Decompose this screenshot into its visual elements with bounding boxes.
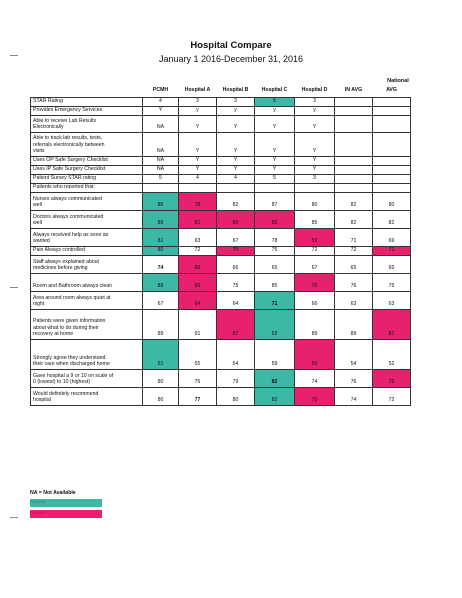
table-cell: 71 [255,291,295,309]
table-cell: 74 [143,255,179,273]
table-cell: 67 [295,255,335,273]
table-cell: 82 [373,210,411,228]
row-label-line: Patients who reported that: [33,184,95,190]
table-cell: 78 [179,192,217,210]
table-row [31,97,411,106]
table-cell: 76 [335,369,373,387]
row-label-line: Room and Bathroom always clean [33,283,113,289]
row-label-line: referrals electronically between [33,141,105,148]
table-cell: 4 [217,174,255,183]
table-cell: 76 [179,369,217,387]
row-label-line: hospital [33,397,51,403]
table-cell [373,132,411,156]
table-cell: 80 [143,369,179,387]
row-label-line: Doctors always communicated [33,213,104,220]
margin-mark [10,287,18,288]
table-cell: Y [217,156,255,165]
row-label [31,291,143,309]
row-label [31,106,143,115]
table-row [31,309,411,339]
row-label-line: visits [33,148,45,154]
row-label-line: Uses IP Safe Surgery Checklist [33,166,106,172]
table-cell: 72 [335,246,373,255]
table-cell: 54 [217,339,255,369]
header-hospital-d: Hospital D [301,87,328,93]
margin-mark [10,517,18,518]
row-label-line: Uses OP Safe Surgery Checklist [33,157,108,163]
table-cell [217,183,255,192]
table-cell: 78 [255,228,295,246]
table-cell: 3 [179,97,217,106]
table-cell: 72 [295,246,335,255]
row-label-line: Gave hospital a 9 or 10 on scale of [33,372,114,379]
table-cell [295,183,335,192]
row-label [31,387,143,405]
row-label-line: their care when discharged home [33,361,110,367]
table-cell: Y [255,115,295,132]
table-cell: 81 [179,210,217,228]
table-cell: 73 [373,369,411,387]
table-row [31,174,411,183]
table-cell: Y [255,156,295,165]
table-cell: 5 [143,174,179,183]
table-cell: Y [295,115,335,132]
row-label [31,309,143,339]
table-cell: Y [217,165,255,174]
table-row [31,273,411,291]
table-cell: Y [217,115,255,132]
table-cell: Y [295,156,335,165]
header-hospital-c: Hospital C [261,87,288,93]
table-cell: 87 [373,309,411,339]
table-cell: y [295,106,335,115]
table-cell [255,183,295,192]
table-cell: 74 [295,369,335,387]
table-cell: 69 [373,228,411,246]
row-label [31,183,143,192]
table-cell: 85 [143,192,179,210]
table-cell [373,165,411,174]
header-in-avg: IN AVG [344,87,363,93]
table-cell: 4 [143,97,179,106]
table-cell: 59 [255,339,295,369]
table-cell: 74 [335,387,373,405]
table-cell [373,183,411,192]
row-label-line: Nurses always communicated [33,195,102,202]
row-label [31,132,143,156]
row-label [31,156,143,165]
table-cell: 80 [143,246,179,255]
table-cell [335,106,373,115]
table-cell [373,156,411,165]
table-cell: 87 [255,192,295,210]
table-cell [373,106,411,115]
header-blank [31,84,143,97]
row-label-line: recovery at home [33,331,74,337]
table-cell: 75 [217,273,255,291]
table-cell: 5 [255,97,295,106]
table-cell: 76 [335,273,373,291]
row-label [31,210,143,228]
table-cell: 80 [295,192,335,210]
table-cell: 77 [179,387,217,405]
table-cell: 85 [295,210,335,228]
table-cell: 70 [295,273,335,291]
table-cell: 4 [179,174,217,183]
table-row [31,192,411,210]
table-cell [335,165,373,174]
header-pcmh: PCMH [152,87,169,93]
table-body [31,97,411,405]
table-row [31,183,411,192]
row-label-line: Area around room always quiet at [33,294,111,301]
table-cell: 75 [295,387,335,405]
table-row [31,387,411,405]
table-cell: 92 [255,309,295,339]
table-cell: Y [255,132,295,156]
table-cell: 82 [255,210,295,228]
table-cell: Y [179,165,217,174]
row-label [31,369,143,387]
row-label [31,273,143,291]
table-cell: Y [179,156,217,165]
date-range: January 1 2016-December 31, 2016 [158,54,304,64]
header-row [31,84,411,97]
row-label [31,192,143,210]
row-label-line: Patient Survey STAR rating [33,175,97,181]
row-label-line: Always received help as soon as [33,231,109,238]
table-row [31,156,411,165]
table-cell: 75 [373,273,411,291]
table-cell: Y [295,165,335,174]
row-label-line: Able to track lab results, tests, [33,135,103,141]
table-row [31,165,411,174]
row-label-line: STAR Rating [33,98,63,104]
row-label [31,174,143,183]
table-cell: NA [143,165,179,174]
national-label: National [387,78,409,84]
table-cell: 80 [373,192,411,210]
table-row [31,291,411,309]
table-cell [335,183,373,192]
table-cell: 82 [335,192,373,210]
table-cell: Y [179,132,217,156]
table-cell: 71 [335,228,373,246]
table-cell: 66 [295,291,335,309]
header-hospital-b: Hospital B [222,87,249,93]
table-cell [335,156,373,165]
table-cell: 72 [373,387,411,405]
row-label-line: medicines before giving [33,265,88,271]
table-cell: Y [143,106,179,115]
table-cell: 3 [295,174,335,183]
table-cell: Y [295,132,335,156]
table-cell: 85 [255,273,295,291]
legend-lowest-swatch: Lowest [30,510,102,518]
table-cell: 80 [217,210,255,228]
table-cell: 87 [217,309,255,339]
table-cell [335,115,373,132]
row-label [31,228,143,246]
table-cell [373,174,411,183]
table-cell: 3 [295,97,335,106]
table-cell: 69 [179,255,217,273]
row-label [31,115,143,132]
row-label-line: night [33,301,45,307]
table-cell: 69 [179,273,217,291]
table-cell: NA [143,132,179,156]
table-cell: 66 [217,255,255,273]
table-cell: 63 [373,291,411,309]
table-cell: 54 [335,339,373,369]
page-title: Hospital Compare [190,40,272,51]
table-cell: Y [179,115,217,132]
table-cell: 71 [373,246,411,255]
table-cell [373,115,411,132]
row-label-line: about what to do during their [33,324,99,331]
table-cell [335,97,373,106]
row-label-line: well [33,220,42,226]
table-cell [335,174,373,183]
table-cell: NA [143,115,179,132]
table-cell: 89 [335,309,373,339]
table-row [31,106,411,115]
table-cell: 67 [217,228,255,246]
table-cell: 65 [335,255,373,273]
table-cell: 82 [217,192,255,210]
table-cell: 64 [217,291,255,309]
table-cell: 65 [373,255,411,273]
table-cell: 80 [143,387,179,405]
table-cell: 50 [295,339,335,369]
table-cell: 89 [143,210,179,228]
header-national-avg: AVG [386,87,397,93]
table-cell: 91 [179,309,217,339]
table-cell: Y [217,132,255,156]
table-cell: 67 [143,291,179,309]
row-label [31,255,143,273]
table-cell [373,97,411,106]
table-row [31,115,411,132]
row-label-line: Electronically [33,124,64,130]
compare-table [30,84,411,406]
row-label [31,97,143,106]
table-cell: 55 [179,339,217,369]
row-label-line: well [33,202,42,208]
table-cell: 70 [217,246,255,255]
row-label-line: Provides Emergency Services [33,107,103,113]
table-cell: 89 [295,309,335,339]
table-cell: 3 [217,97,255,106]
table-row [31,255,411,273]
row-label-line: Staff always explained about [33,258,99,265]
row-label-line: Able to receive Lab Results [33,117,97,124]
row-label [31,339,143,369]
table-cell: 5 [255,174,295,183]
na-note: NA = Not Available [30,490,76,496]
table-cell: y [179,106,217,115]
row-label-line: Would definitely recommend [33,390,99,397]
table-cell: NA [143,156,179,165]
table-cell: 89 [143,309,179,339]
table-cell [143,183,179,192]
table-cell: 82 [255,387,295,405]
table-cell: 75 [255,246,295,255]
table-row [31,228,411,246]
row-label-line: Strongly agree they understand [33,354,106,361]
table-cell: 65 [255,255,295,273]
table-cell: 80 [217,387,255,405]
row-label-line: 0 (lowest) to 10 (highest) [33,379,91,385]
table-row [31,132,411,156]
table-cell: y [255,106,295,115]
table-cell: 63 [179,228,217,246]
table-cell: 82 [335,210,373,228]
table-cell: 72 [179,246,217,255]
header-hospital-a: Hospital A [184,87,211,93]
row-label-line: wanted [33,238,50,244]
row-label [31,165,143,174]
table-row [31,339,411,369]
row-label-line: Pain Always controlled [33,247,85,253]
table-row [31,246,411,255]
table-cell: 59 [295,228,335,246]
table-cell: y [217,106,255,115]
legend-highest-swatch: Highest [30,499,102,507]
table-cell [179,183,217,192]
table-cell: 63 [335,291,373,309]
table-row [31,210,411,228]
table-cell: 82 [255,369,295,387]
table-cell: 52 [373,339,411,369]
row-label-line: Patients were given information [33,318,106,324]
legend [30,490,102,518]
table-row [31,369,411,387]
table-cell [335,132,373,156]
table-cell: 79 [217,369,255,387]
table-cell: 64 [179,291,217,309]
row-label [31,246,143,255]
table-cell: 61 [143,339,179,369]
table-cell: 81 [143,228,179,246]
table-cell: 89 [143,273,179,291]
table-cell: Y [255,165,295,174]
